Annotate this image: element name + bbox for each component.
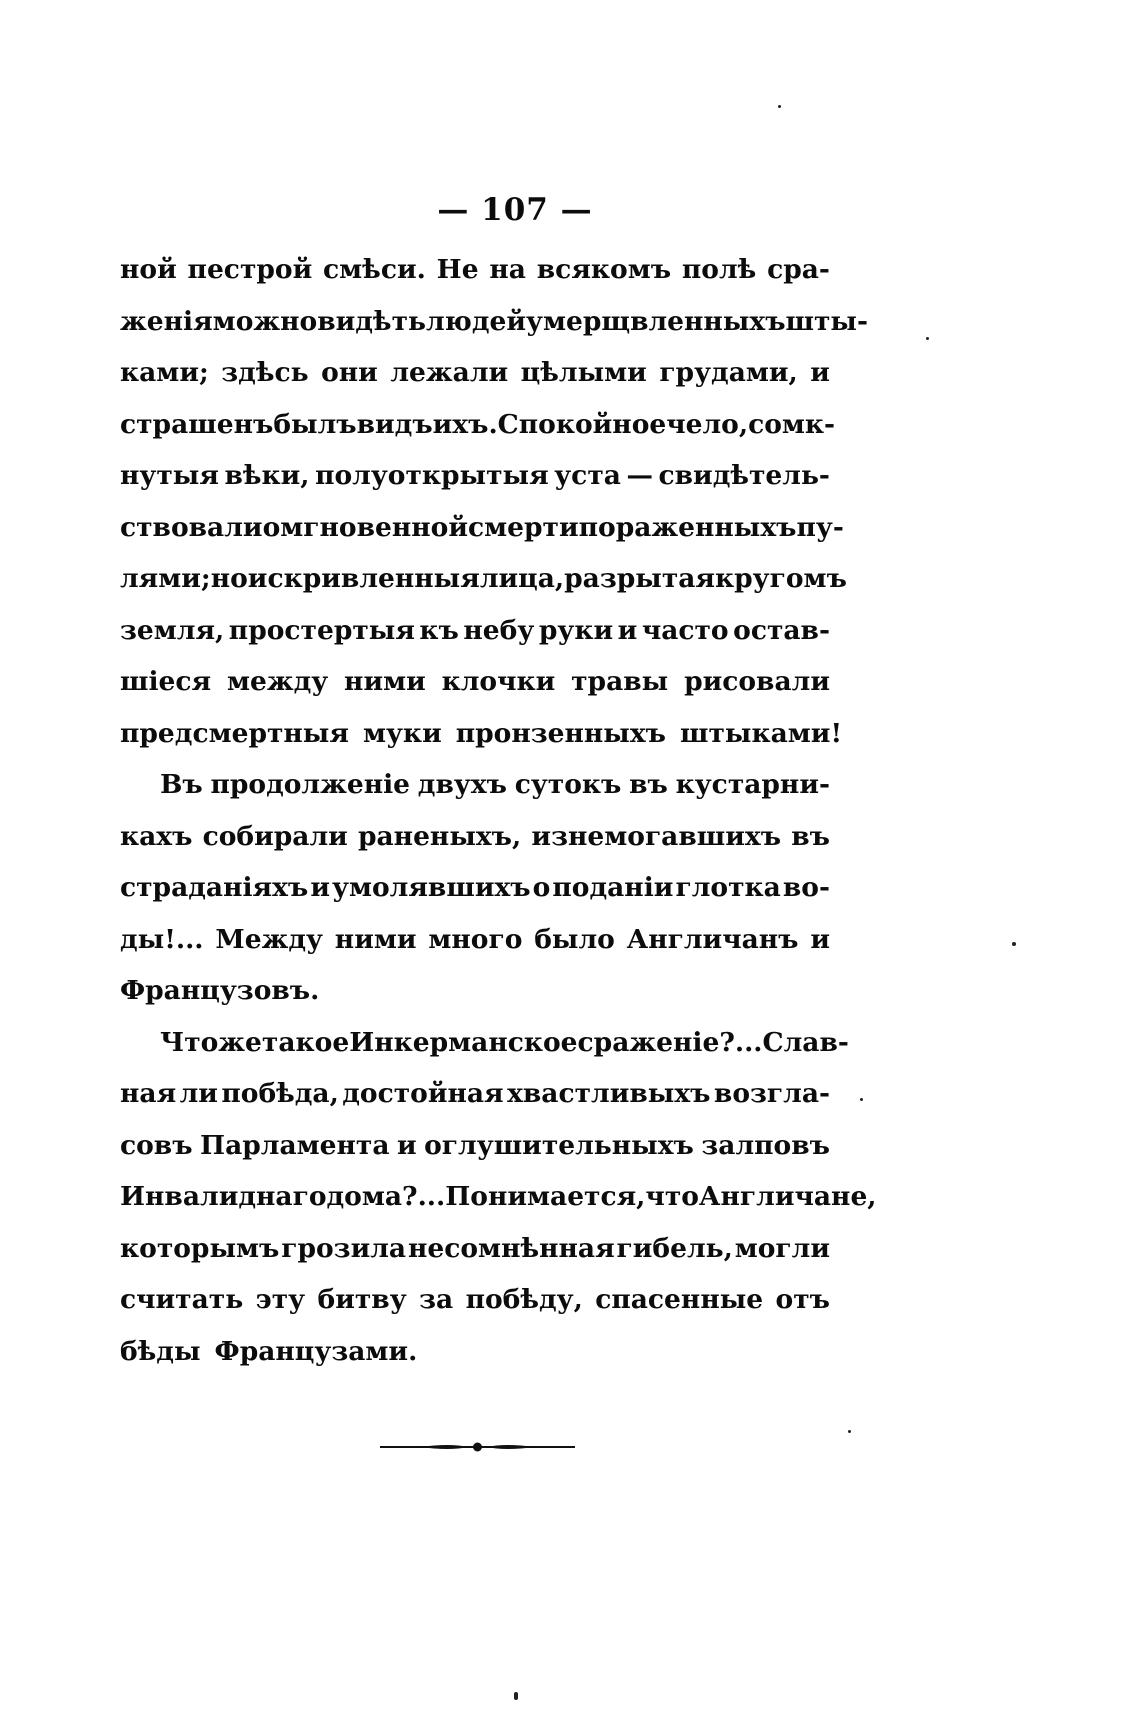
text-line [120, 1284, 830, 1336]
word: руки [538, 614, 614, 646]
text-line [120, 1233, 830, 1285]
text-line [120, 821, 830, 873]
word: битву [317, 1284, 407, 1315]
word: свидѣтель- [658, 460, 830, 491]
word: они [321, 357, 378, 388]
word: ды!... [120, 923, 204, 955]
scan-speck [926, 337, 929, 340]
word: о [262, 511, 281, 543]
word: сра- [767, 254, 830, 285]
word: между [226, 666, 329, 697]
word: Что [160, 1026, 219, 1058]
word: глотка [675, 872, 781, 903]
text-line [120, 1130, 830, 1182]
word: мгновенной [280, 511, 468, 543]
word: сраженіе?... [577, 1026, 763, 1058]
word: людей [425, 305, 527, 337]
word: много [428, 923, 523, 955]
word: же [218, 1026, 262, 1058]
word: кустарни- [675, 769, 830, 800]
word: страданіяхъ [120, 872, 309, 903]
word: достойная [342, 1078, 504, 1109]
word: кругомъ [715, 563, 847, 594]
word: которымъ [120, 1232, 280, 1264]
word: ствовали [120, 511, 263, 543]
word: видѣть [317, 305, 426, 337]
word: Спокойное [497, 408, 667, 440]
word: всякомъ [536, 254, 672, 285]
word: отъ [775, 1284, 830, 1315]
word: полуоткрытыя [315, 460, 549, 491]
text-line [120, 615, 830, 667]
word: кахъ [120, 820, 193, 852]
word: раненыхъ, [357, 820, 522, 852]
word: грозила [281, 1232, 407, 1264]
scan-speck [860, 1098, 863, 1101]
scan-speck [778, 105, 781, 108]
word: эту [255, 1284, 306, 1315]
word: чело, [666, 408, 749, 440]
word: несомнѣнная [407, 1232, 615, 1264]
word: штыками! [680, 717, 843, 749]
word: пораженныхъ [578, 511, 797, 543]
word: рисовали [684, 666, 830, 697]
word: остав- [733, 614, 830, 646]
word: о [532, 872, 551, 903]
text-line [120, 666, 830, 718]
word: Не [436, 254, 479, 285]
word: къ [419, 614, 459, 646]
word: часто [641, 614, 729, 646]
word: и [396, 1129, 417, 1161]
word: возгла- [713, 1078, 830, 1109]
word: ними [344, 666, 426, 697]
word: Парламента [200, 1129, 390, 1161]
word: совъ [120, 1129, 193, 1161]
text-line [120, 924, 830, 976]
word: Въ [160, 769, 203, 800]
word: ками; [120, 357, 209, 388]
word: нутыя [120, 460, 219, 491]
word: собирали [202, 820, 348, 852]
word: разрытая [564, 563, 716, 594]
word: бѣды [120, 1335, 201, 1367]
word: въ [791, 820, 830, 852]
word: небу [463, 614, 535, 646]
word: видъ [356, 408, 433, 440]
word: травы [571, 666, 669, 697]
word: могли [734, 1232, 830, 1264]
word: сомк- [748, 408, 836, 440]
word: сутокъ [514, 769, 622, 800]
word: смерти [468, 511, 579, 543]
word: грудами, [659, 357, 798, 388]
word: лежали [390, 357, 509, 388]
word: вѣки, [224, 460, 310, 491]
word: считать [120, 1284, 244, 1315]
word: цѣлыми [520, 357, 647, 388]
word: но [210, 563, 248, 594]
word: ная [120, 1078, 177, 1109]
word: здѣсь [221, 357, 309, 388]
word: Слав- [762, 1026, 849, 1058]
word: полѣ [681, 254, 757, 285]
word: оглушительныхъ [424, 1129, 694, 1161]
word: умерщвленныхъ [526, 305, 786, 337]
text-line [120, 1181, 877, 1233]
text-line [120, 460, 830, 512]
text-line [120, 1078, 830, 1130]
word: смѣси. [323, 254, 426, 285]
word: побѣду, [465, 1284, 583, 1315]
word: побѣда, [221, 1078, 339, 1109]
word: и [310, 872, 330, 903]
word: пестрой [187, 254, 313, 285]
text-line [120, 357, 830, 409]
word: ними [334, 923, 417, 955]
scan-speck [514, 1692, 518, 1700]
word: женія [120, 305, 213, 337]
word: Инкерманское [349, 1026, 578, 1058]
text-line [120, 254, 830, 306]
text-line [120, 872, 830, 924]
word: за [419, 1284, 454, 1315]
word: земля, [120, 614, 225, 646]
word: ной [120, 254, 177, 285]
word: залповъ [701, 1129, 830, 1161]
text-line [120, 511, 844, 564]
page-number: — 107 — [437, 192, 593, 228]
word: и [810, 357, 830, 388]
text-line [120, 1336, 830, 1388]
word: Инвалиднаго [120, 1181, 327, 1212]
text-line [120, 408, 836, 461]
scan-speck [848, 1430, 851, 1433]
word: муки [362, 717, 442, 749]
word: предсмертныя [120, 717, 349, 749]
word: Англичане, [698, 1181, 877, 1212]
text-line [120, 769, 830, 821]
word: изнемогавшихъ [531, 820, 782, 852]
word: Англичанъ [626, 923, 799, 955]
word: что [645, 1181, 699, 1212]
word: дома?... [326, 1181, 446, 1212]
scan-speck [1012, 942, 1016, 946]
word: было [534, 923, 615, 955]
text-line [120, 305, 868, 358]
word: Между [215, 923, 323, 955]
word: ли [179, 1078, 218, 1109]
text-line [120, 717, 843, 770]
word: лица, [479, 563, 565, 594]
word: хвастливыхъ [507, 1078, 711, 1109]
word: такое [261, 1026, 350, 1058]
word: искривленныя [247, 563, 480, 594]
word: и [617, 614, 638, 646]
word: умолявшихъ [332, 872, 531, 903]
word: простертыя [228, 614, 415, 646]
word: лями; [120, 563, 211, 594]
word: шты- [785, 305, 868, 337]
word: спасенные [595, 1284, 764, 1315]
word: во- [782, 872, 830, 903]
word: двухъ [417, 769, 507, 800]
word: продолженіе [210, 769, 411, 800]
word: на [489, 254, 526, 285]
text-line [120, 1026, 849, 1079]
text-line [120, 975, 830, 1027]
word: страшенъ [120, 408, 274, 440]
word: шіеся [120, 666, 212, 697]
word: и [810, 923, 830, 955]
page-body-text [120, 254, 877, 1387]
text-line [120, 563, 847, 615]
word: уста [554, 460, 621, 491]
word: Понимается, [445, 1181, 646, 1212]
word: пронзенныхъ [455, 717, 666, 749]
word: — [626, 460, 653, 491]
word: въ [629, 769, 668, 800]
word: гибель, [616, 1232, 733, 1264]
word: поданіи [552, 872, 674, 903]
ornamental-divider [380, 1441, 575, 1453]
word: ихъ. [432, 408, 498, 440]
word: пу- [796, 511, 844, 543]
word: клочки [441, 666, 556, 697]
word: былъ [273, 408, 357, 440]
word: Французовъ. [120, 975, 320, 1006]
word: можно [212, 305, 318, 337]
word: Французами. [214, 1335, 418, 1367]
